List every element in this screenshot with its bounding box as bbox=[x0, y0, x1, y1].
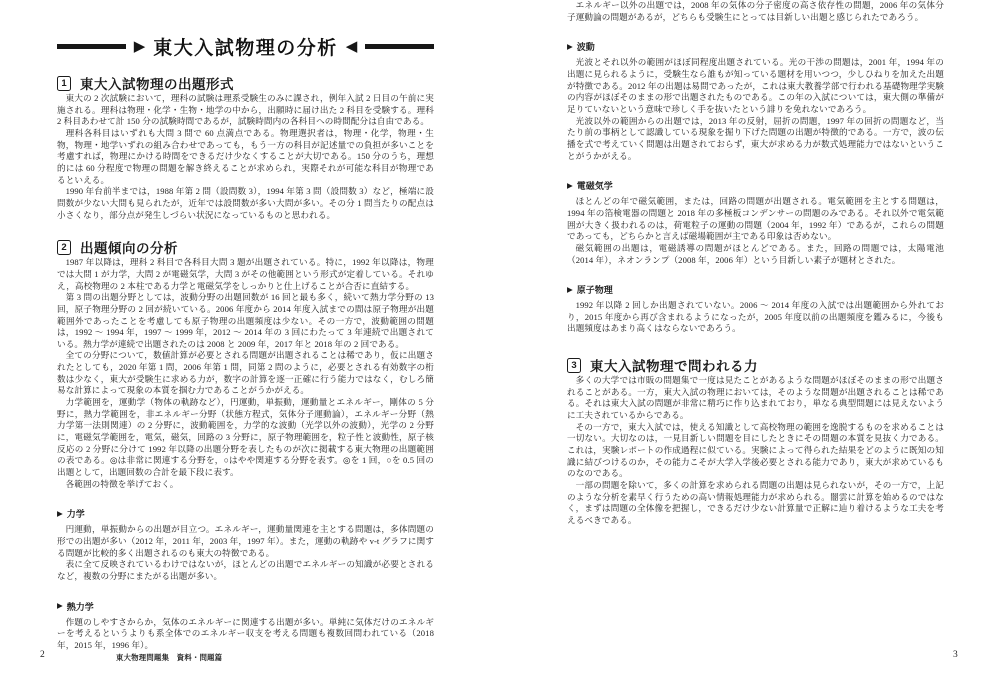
section-1-heading bbox=[57, 73, 434, 93]
paragraph: 光波とそれ以外の範囲がほぼ同程度出題されている。光の干渉の問題は，2001 年，1994 年の出題に見られるように，受験生なら誰もが知っている題材を用いつつ，少しひねりを加えた出題が特徴である。2012 年の出題は易問であったが，これは東大教養学部で行われる基礎物理学実験の内容がほぼそのままの形で出題されたものである。この年の入試については，東大側の準備が足りていないという意味で珍しく手を抜いたという誹りを免れないであろう。 bbox=[567, 57, 944, 114]
right-triangle-icon: ▶ bbox=[567, 42, 573, 52]
subsection-label: 熱力学 bbox=[66, 601, 94, 612]
paragraph: 理科各科目はいずれも大問 3 問で 60 点満点である。物理選択者は，物理・化学，物理・生物，物理・地学いずれの組み合わせであっても，もう一方の科目が記述量での負担が多いことを考慮すれば，物理にかける時間をできるだけ少なくすることが大切である。150 分のうち，理想的には 60 分程度で物理の問題を解き終えることが求められ，実際それが可能な科目が物理であるといえる。 bbox=[57, 127, 434, 185]
title-rule-right bbox=[365, 44, 434, 49]
right-triangle-icon: ▶ bbox=[133, 38, 146, 55]
subsection-label: 波動 bbox=[576, 42, 595, 53]
section-3-heading bbox=[567, 355, 944, 375]
chapter-title-banner bbox=[57, 33, 434, 60]
paragraph: その一方で，東大入試では，使える知識として高校物理の範囲を逸脱するものを求めることは一切ない。大切なのは，一見目新しい問題を目にしたときにその問題の本質を見抜く力である。これは，実験レポートの作成過程に似ている。実験によって得られた結果をどのように既知の知識に結びつけるのか，その能力こそが大学入学後必要とされる能力であり，東大が求めているものなのである。 bbox=[567, 421, 944, 479]
right-page-number: 3 bbox=[953, 650, 958, 660]
section-2-title: 出題傾向の分析 bbox=[80, 241, 178, 257]
subsection-heading-mechanics bbox=[57, 507, 434, 520]
left-page-number: 2 bbox=[40, 650, 45, 660]
subsection-label: 原子物理 bbox=[576, 285, 613, 296]
paragraph: 1990 年台前半までは，1988 年第 2 問（設問数 3），1994 年第 3 問（設問数 3）など，極端に設問数が少ない大問も見られたが，近年では設問数が多い大問が多い。その分 1 問当たりの配点は小さくなり，部分点が発生しづらい状況になっているものと思われる。 bbox=[57, 186, 434, 220]
subsection-label: 電磁気学 bbox=[576, 181, 613, 192]
section-2-heading bbox=[57, 237, 434, 257]
section-3-number-box: 3 bbox=[567, 358, 581, 373]
paragraph: 東大の 2 次試験において，理科の試験は理系受験生のみに課され，例年入試 2 日目の午前に実施される。理科は物理・化学・生物・地学の中から，出願時に届け出た 2 科目を受験する。理科 2 科目あわせて計 150 分の試験時間であるが，試験時間内の各科目への時間配分は自由である。 bbox=[57, 93, 434, 127]
subsection-label: 力学 bbox=[66, 509, 85, 520]
paragraph: 一部の問題を除いて，多くの計算を求められる問題の出題は見られないが，その一方で，上記のような分析を素早く行うための高い情報処理能力が求められる。闇雲に計算を始めるのではなく，まずは問題の全体像を把握し，できるだけ少ない計算量で正解に辿り着けるような工夫を考えるべきである。 bbox=[567, 480, 944, 525]
paragraph: ほとんどの年で磁気範囲，または，回路の問題が出題される。電気範囲を主とする問題は，1994 年の箔検電器の問題と 2018 年の多極板コンデンサーの問題のみである。それ以外で電気範囲が大きく扱われるのは，荷電粒子の運動の問題（2004 年，1992 年）であるが，これらの問題であっても，どちらかと言えば磁場範囲が主である印象は否めない。 bbox=[567, 196, 944, 242]
subsection-heading-waves bbox=[567, 40, 944, 53]
title-rule-left bbox=[57, 44, 126, 49]
paragraph: 光波以外の範囲からの出題では，2013 年の反射，屈折の問題，1997 年の回折の問題など，当たり前の事柄として認識している現象を掘り下げた問題の出題が特徴的である。一方で，波の伝播を式で考えていく問題は出題されておらず，東大が求める力が数式処理能力ではないということがうかがえる。 bbox=[567, 115, 944, 161]
section-2-number-box: 2 bbox=[57, 240, 71, 255]
paragraph: 第 3 問の出題分野としては，波動分野の出題回数が 16 回と最も多く，続いて熱力学分野の 13 回，原子物理分野の 2 回が続いている。2006 年度から 2014 年度入試までの間は原子物理が出題範囲外であったことを考慮しても原子物理の出題頻度は少ない。その一方で，波動範囲の問題は，1992 〜 1994 年，1997 〜 1999 年，2012 〜 2014 年の 3 回にわたって 3 年連続で出題されている。熱力学が連続で出題されたのは 2008 と 2009 年，2017 年と 2018 年の 2 回である。 bbox=[57, 292, 434, 349]
book-title-footer: 東大物理問題集 資料・問題篇 bbox=[116, 653, 223, 662]
paragraph: 1992 年以降 2 回しか出題されていない。2006 〜 2014 年度の入試では出題範囲から外れており，2015 年度から再び含まれるようになったが，2005 年度以前の出題頻度を鑑みるに，今後も出題頻度はあまり高くはならないであろう。 bbox=[567, 300, 944, 334]
paragraph: エネルギー以外の出題では，2008 年の気体の分子密度の高さ依存性の問題，2006 年の気体分子運動論の問題があるが，どちらも受験生にとっては目新しい出題と感じられたであろう。 bbox=[567, 0, 944, 22]
subsection-heading-electromagnetism bbox=[567, 179, 944, 192]
paragraph: 1987 年以降は，理科 2 科目で各科目大問 3 題が出題されている。特に，1992 年以降は，物理では大問 1 が力学，大問 2 が電磁気学，大問 3 がその他範囲という形式が定着している。それゆえ，高校物理の 2 本柱である力学と電磁気学をしっかりと仕上げることが合否に直結する。 bbox=[57, 257, 434, 291]
right-triangle-icon: ▶ bbox=[567, 180, 573, 190]
subsection-heading-atomic-physics bbox=[567, 283, 944, 296]
chapter-title: 東大入試物理の分析 bbox=[153, 38, 338, 59]
paragraph: 円運動，単振動からの出題が目立つ。エネルギー，運動量関連を主とする問題は，多体問題の形での出題が多い（2012 年，2011 年，2003 年，1997 年）。また，運動の軌跡や v-t グラフに関する問題が比較的多く出題されるのも東大の特徴である。 bbox=[57, 524, 434, 558]
paragraph: 各範囲の特徴を挙げておく。 bbox=[65, 478, 179, 489]
right-triangle-icon: ▶ bbox=[567, 284, 573, 294]
left-triangle-icon: ◀ bbox=[345, 38, 358, 55]
section-3-title: 東大入試物理で問われる力 bbox=[590, 359, 758, 375]
paragraph: 全ての分野について，数値計算が必要とされる問題が出題されることは稀であり，仮に出題されたとしても，2020 年第 1 問，2006 年第 1 問，同第 2 問のように，必要とされる有効数字の桁数は少なく，東大が受験生に求める力が，数字の計算を逐一正確に行う能力ではなく，むしろ簡易な計算によって現象の本質を掴む力であることがうかがえる。 bbox=[57, 350, 434, 396]
right-triangle-icon: ▶ bbox=[57, 601, 63, 611]
paragraph: 磁気範囲の出題は，電磁誘導の問題がほとんどである。また，回路の問題では，太陽電池（2014 年），ネオンランプ（2008 年，2006 年）という目新しい素子が題材とされた。 bbox=[567, 242, 944, 265]
section-1-title: 東大入試物理の出題形式 bbox=[80, 77, 234, 92]
right-page bbox=[567, 0, 944, 527]
right-triangle-icon: ▶ bbox=[57, 509, 63, 519]
paragraph: 作題のしやすさからか，気体のエネルギーに関連する出題が多い。単純に気体だけのエネルギーを考えるというよりも系全体でのエネルギー収支を考える問題も複数回問われている（2018 年，2015 年，1996 年）。 bbox=[57, 616, 434, 650]
left-page bbox=[57, 0, 434, 652]
section-1-number-box: 1 bbox=[57, 76, 71, 91]
subsection-heading-thermodynamics bbox=[57, 600, 434, 613]
paragraph: 表に全て反映されているわけではないが，ほとんどの出題でエネルギーの知識が必要とされるなど，複数の分野にまたがる出題が多い。 bbox=[57, 559, 434, 581]
paragraph: 多くの大学では市販の問題集で一度は見たことがあるような問題がほぼそのままの形で出題されることがある。一方，東大入試の物理においては，そのような問題が出題されることは稀である。それは東大入試の問題が非常に精巧に作り込まれており，単なる典型問題には見えないように工夫されているからである。 bbox=[567, 375, 944, 421]
paragraph: 力学範囲を，運動学（物体の軌跡など），円運動，単振動，運動量とエネルギー，剛体の 5 分野に，熱力学範囲を，非エネルギー分野（状態方程式，気体分子運動論），エネルギー分野（熱力学第一法則関連）の 2 分野に，波動範囲を，力学的な波動（光学以外の波動），光学の 2 分野に，電磁気学範囲を，電気，磁気，回路の 3 分野に，原子物理範囲を，粒子性と波動性，原子核反応の 2 分野に分けて 1992 年以降の出題分野を表したものが次に掲載する東大物理の出題範囲の表である。◎は非常に関連する分野を，○はやや関連する分野を表す。◎を 1 回，○を 0.5 回の出題として，出題回数の合計を最下段に表す。 bbox=[57, 397, 434, 478]
